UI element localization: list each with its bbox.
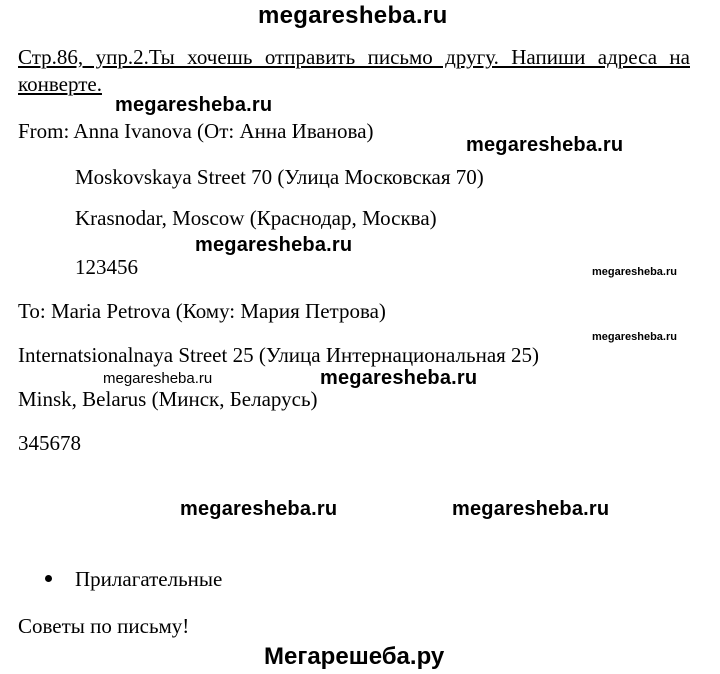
from-street-line: Moskovskaya Street 70 (Улица Московская 70): [75, 165, 484, 189]
footer-watermark: Мегарешеба.ру: [264, 643, 445, 670]
watermark: megaresheba.ru: [115, 94, 273, 116]
watermark: megaresheba.ru: [320, 367, 478, 389]
to-street-line: Internatsionalnaya Street 25 (Улица Интернациональная 25): [18, 343, 540, 367]
header-watermark: megaresheba.ru: [258, 2, 448, 29]
tips-line: Советы по письму!: [18, 614, 190, 638]
watermark: megaresheba.ru: [592, 331, 677, 343]
to-city-line: Minsk, Belarus (Минск, Беларусь): [18, 387, 318, 411]
to-name-line: To: Maria Petrova (Кому: Мария Петрова): [18, 299, 386, 323]
watermark: megaresheba.ru: [592, 266, 677, 278]
from-name-line: From: Anna Ivanova (От: Анна Иванова): [18, 119, 374, 143]
watermark: megaresheba.ru: [180, 498, 338, 520]
watermark: megaresheba.ru: [195, 234, 353, 256]
bullet-item-text: Прилагательные: [75, 567, 223, 591]
bullet-icon: [45, 575, 52, 582]
watermark: megaresheba.ru: [103, 370, 213, 387]
from-postcode-line: 123456: [75, 255, 138, 279]
watermark: megaresheba.ru: [466, 134, 624, 156]
from-city-line: Krasnodar, Moscow (Краснодар, Москва): [75, 206, 437, 230]
task-heading: Стр.86, упр.2.Ты хочешь отправить письмо другу. Напиши адреса на конверте.: [18, 45, 690, 96]
watermark: megaresheba.ru: [452, 498, 610, 520]
to-postcode-line: 345678: [18, 431, 81, 455]
